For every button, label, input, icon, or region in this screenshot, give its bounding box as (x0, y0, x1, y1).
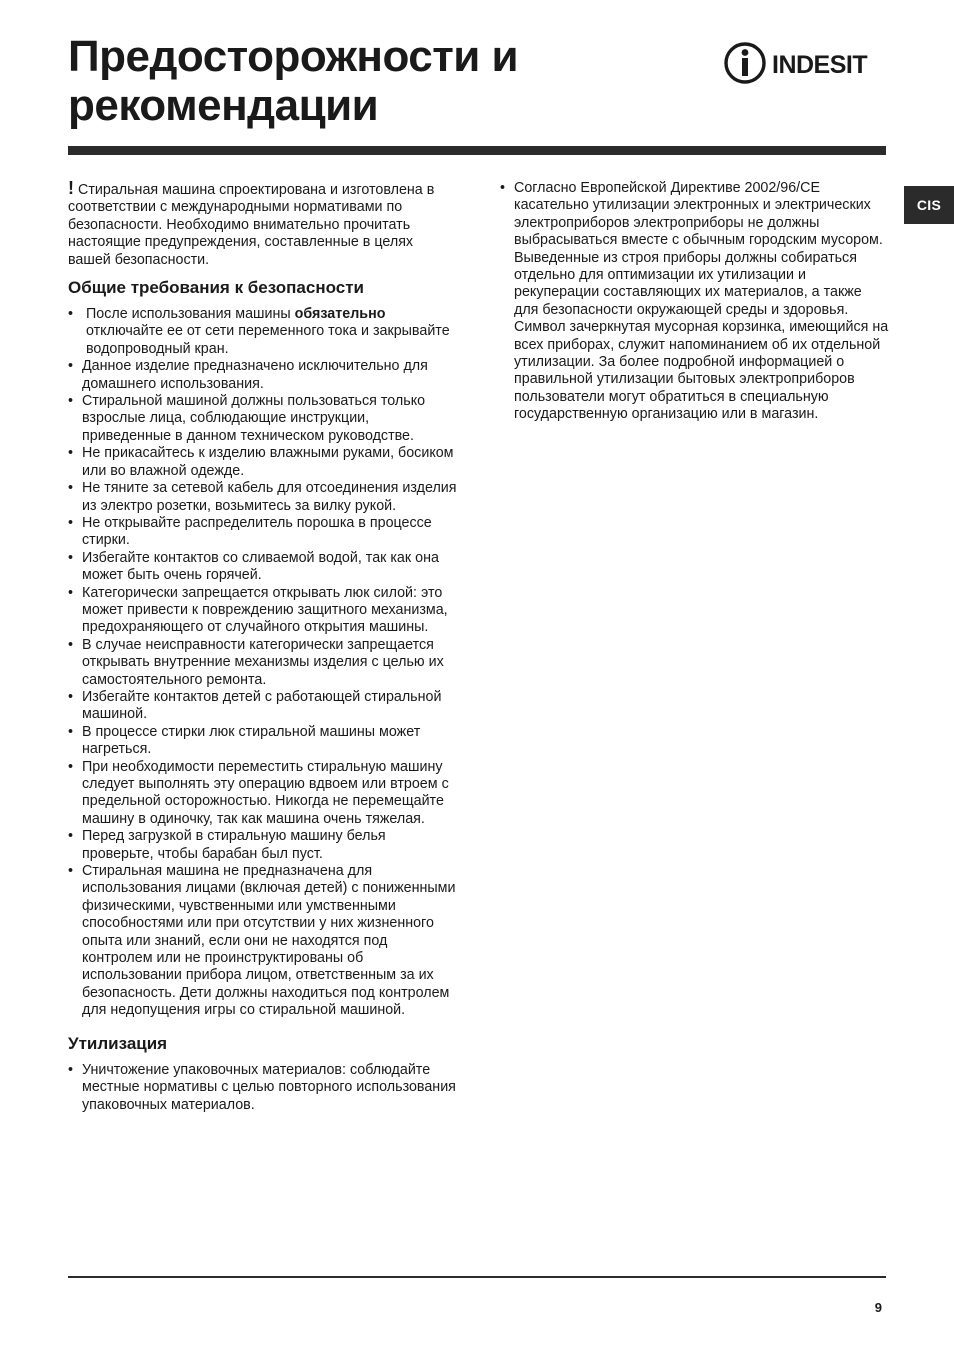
safety-item: • Категорически запрещается открывать люк силой: это может привести к повреждению защитного механизма, предохраняющего от случайного открытия машины. (68, 585, 458, 637)
intro-text: Стиральная машина спроектирована и изготовлена в соответствии с международными нормативами по безопасности. Необходимо внимательно прочитать настоящие предупреждения, составленные в целях вашей безопасности. (68, 182, 435, 268)
safety-item: • Стиральная машина не предназначена для использования лицами (включая детей) с пониженными физическими, чувственными или умственными способностями или при отсутствии у них жизненного опыта или знаний, если они не находятся под контролем или не проинструктированы об использовании прибора лицом, ответственным за их безопасность. Дети должны находиться под контролем для недопущения игры со стиральной машиной. (68, 863, 458, 1020)
page-title-line-2: рекомендации (68, 81, 379, 130)
disposal-item: • Уничтожение упаковочных материалов: соблюдайте местные нормативы с целью повторного использования упаковочных материалов. (68, 1062, 458, 1114)
warning-icon: ! (68, 178, 74, 198)
safety-item: • Не прикасайтесь к изделию влажными руками, босиком или во влажной одежде. (68, 445, 458, 480)
safety-item: • Не тяните за сетевой кабель для отсоединения изделия из электро розетки, возьмитесь за вилку рукой. (68, 480, 458, 515)
safety-item: • Избегайте контактов детей с работающей стиральной машиной. (68, 689, 458, 724)
safety-item: • Перед загрузкой в стиральную машину белья проверьте, чтобы барабан был пуст. (68, 828, 458, 863)
indesit-logo (724, 40, 886, 86)
safety-item: • Не открывайте распределитель порошка в процессе стирки. (68, 515, 458, 550)
page-number: 9 (874, 1300, 882, 1315)
left-column (68, 180, 458, 1114)
safety-item: • При необходимости переместить стиральную машину следует выполнять эту операцию вдвоем или втроем с предельной осторожностью. Никогда не перемещайте машину в одиночку, так как машина очень тяжелая. (68, 759, 458, 829)
header-rule (68, 146, 886, 155)
page-title-line-1: Предосторожности и (68, 32, 519, 81)
safety-item: • В процессе стирки люк стиральной машины может нагреться. (68, 724, 458, 759)
right-column (500, 180, 890, 424)
page-title (68, 32, 688, 130)
safety-item: • После использования машины обязательно отключайте ее от сети переменного тока и закрывайте водопроводный кран. (68, 306, 458, 358)
disposal-heading: Утилизация (68, 1033, 168, 1053)
logo-text: INDESIT (772, 51, 868, 79)
safety-item: • Избегайте контактов со сливаемой водой, так как она может быть очень горячей. (68, 550, 458, 585)
directive-list (500, 180, 890, 424)
safety-item: • Данное изделие предназначено исключительно для домашнего использования. (68, 358, 458, 393)
directive-item: • Согласно Европейской Директиве 2002/96/CE касательно утилизации электронных и электрических электроприборов электроприборы не должны выбрасываться вместе с обычным городским мусором. Выведенные из строя приборы должны собираться отдельно для оптимизации их утилизации и рекуперации составляющих их материалов, а также для безопасности окружающей среды и здоровья. Символ зачеркнутая мусорная корзинка, имеющийся на всех приборах, служит напоминанием об их отдельной утилизации. За более подробной информацией о правильной утилизации бытовых электроприборов пользователи могут обратиться в специальную государственную организацию или в магазин. (500, 180, 890, 424)
safety-list (68, 306, 458, 1020)
intro-paragraph (68, 180, 458, 269)
safety-heading: Общие требования к безопасности (68, 278, 364, 298)
language-tab: CIS (904, 186, 954, 224)
disposal-list (68, 1062, 458, 1114)
safety-item: • В случае неисправности категорически запрещается открывать внутренние механизмы изделия с целью их самостоятельного ремонта. (68, 637, 458, 689)
footer-rule (68, 1276, 886, 1278)
safety-item: • Стиральной машиной должны пользоваться только взрослые лица, соблюдающие инструкции, приведенные в данном техническом руководстве. (68, 393, 458, 445)
